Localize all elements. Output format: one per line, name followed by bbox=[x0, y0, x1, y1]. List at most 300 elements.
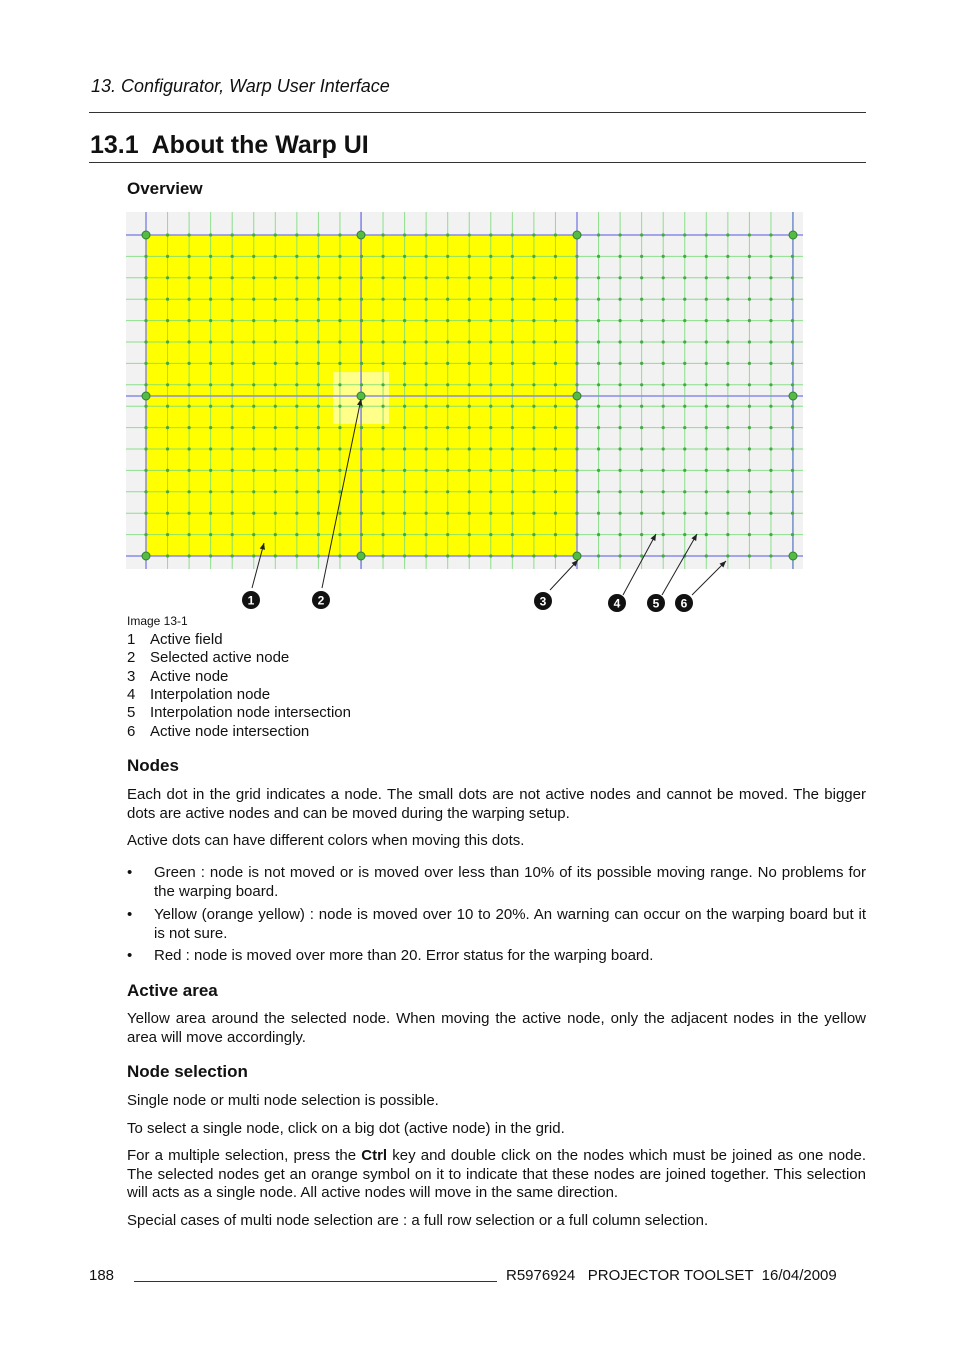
interpolation-node bbox=[360, 533, 363, 536]
interpolation-node bbox=[532, 426, 535, 429]
interpolation-node bbox=[791, 276, 794, 279]
interpolation-node bbox=[446, 276, 449, 279]
interpolation-node bbox=[640, 426, 643, 429]
interpolation-node bbox=[425, 469, 428, 472]
interpolation-node bbox=[295, 276, 298, 279]
interpolation-node bbox=[468, 426, 471, 429]
interpolation-node bbox=[295, 512, 298, 515]
interpolation-node bbox=[489, 447, 492, 450]
interpolation-node bbox=[381, 469, 384, 472]
interpolation-node bbox=[554, 554, 557, 557]
interpolation-node bbox=[381, 298, 384, 301]
interpolation-node bbox=[532, 255, 535, 258]
interpolation-node bbox=[726, 276, 729, 279]
legend-number: 3 bbox=[127, 668, 136, 685]
interpolation-node bbox=[446, 298, 449, 301]
active-area-heading: Active area bbox=[127, 981, 218, 1000]
interpolation-node bbox=[252, 447, 255, 450]
interpolation-node bbox=[381, 490, 384, 493]
interpolation-node bbox=[726, 533, 729, 536]
interpolation-node bbox=[274, 340, 277, 343]
interpolation-node bbox=[317, 405, 320, 408]
interpolation-node bbox=[209, 512, 212, 515]
interpolation-node bbox=[209, 340, 212, 343]
interpolation-node bbox=[188, 554, 191, 557]
interpolation-node bbox=[511, 383, 514, 386]
interpolation-node bbox=[554, 447, 557, 450]
interpolation-node bbox=[769, 383, 772, 386]
interpolation-node bbox=[597, 298, 600, 301]
interpolation-node bbox=[144, 426, 147, 429]
interpolation-node bbox=[317, 447, 320, 450]
interpolation-node bbox=[769, 255, 772, 258]
interpolation-node bbox=[489, 554, 492, 557]
interpolation-node bbox=[166, 383, 169, 386]
interpolation-node bbox=[662, 255, 665, 258]
nodes-paragraph: Each dot in the grid indicates a node. The small dots are not active nodes and cannot be moved. The bigger dots are active nodes and can be moved during the warping setup. bbox=[127, 786, 866, 822]
legend-label: Interpolation node intersection bbox=[150, 704, 351, 721]
interpolation-node bbox=[748, 405, 751, 408]
interpolation-node bbox=[619, 426, 622, 429]
interpolation-node bbox=[597, 405, 600, 408]
interpolation-node bbox=[295, 490, 298, 493]
interpolation-node bbox=[554, 276, 557, 279]
interpolation-node bbox=[554, 533, 557, 536]
interpolation-node bbox=[575, 255, 578, 258]
interpolation-node bbox=[554, 383, 557, 386]
interpolation-node bbox=[705, 276, 708, 279]
interpolation-node bbox=[252, 319, 255, 322]
interpolation-node bbox=[231, 319, 234, 322]
interpolation-node bbox=[748, 426, 751, 429]
interpolation-node bbox=[231, 490, 234, 493]
interpolation-node bbox=[274, 554, 277, 557]
interpolation-node bbox=[338, 298, 341, 301]
interpolation-node bbox=[511, 233, 514, 236]
interpolation-node bbox=[554, 512, 557, 515]
interpolation-node bbox=[252, 276, 255, 279]
interpolation-node bbox=[403, 533, 406, 536]
interpolation-node bbox=[748, 319, 751, 322]
interpolation-node bbox=[295, 383, 298, 386]
interpolation-node bbox=[252, 383, 255, 386]
interpolation-node bbox=[683, 319, 686, 322]
interpolation-node bbox=[726, 554, 729, 557]
interpolation-node bbox=[403, 554, 406, 557]
interpolation-node bbox=[231, 405, 234, 408]
interpolation-node bbox=[791, 405, 794, 408]
interpolation-node bbox=[726, 340, 729, 343]
interpolation-node bbox=[705, 340, 708, 343]
footer-doc-info: R5976924 PROJECTOR TOOLSET 16/04/2009 bbox=[506, 1267, 837, 1284]
interpolation-node bbox=[640, 233, 643, 236]
interpolation-node bbox=[791, 426, 794, 429]
legend-item bbox=[127, 704, 351, 721]
interpolation-node bbox=[769, 469, 772, 472]
interpolation-node bbox=[403, 383, 406, 386]
interpolation-node bbox=[317, 319, 320, 322]
section-title: 13.1 About the Warp UI bbox=[90, 131, 369, 159]
interpolation-node bbox=[317, 340, 320, 343]
interpolation-node bbox=[769, 554, 772, 557]
interpolation-node bbox=[619, 276, 622, 279]
interpolation-node bbox=[252, 255, 255, 258]
interpolation-node bbox=[144, 340, 147, 343]
interpolation-node bbox=[554, 362, 557, 365]
interpolation-node bbox=[468, 298, 471, 301]
interpolation-node bbox=[597, 255, 600, 258]
interpolation-node bbox=[209, 362, 212, 365]
legend-label: Active node bbox=[150, 668, 229, 685]
interpolation-node bbox=[317, 426, 320, 429]
interpolation-node bbox=[425, 276, 428, 279]
interpolation-node bbox=[468, 255, 471, 258]
interpolation-node bbox=[209, 319, 212, 322]
interpolation-node bbox=[640, 447, 643, 450]
interpolation-node bbox=[662, 426, 665, 429]
interpolation-node bbox=[231, 362, 234, 365]
interpolation-node bbox=[317, 298, 320, 301]
interpolation-node bbox=[662, 469, 665, 472]
interpolation-node bbox=[274, 405, 277, 408]
interpolation-node bbox=[425, 554, 428, 557]
interpolation-node bbox=[338, 426, 341, 429]
interpolation-node bbox=[597, 362, 600, 365]
interpolation-node bbox=[662, 233, 665, 236]
interpolation-node bbox=[274, 276, 277, 279]
interpolation-node bbox=[511, 298, 514, 301]
interpolation-node bbox=[144, 383, 147, 386]
interpolation-node bbox=[188, 447, 191, 450]
interpolation-node bbox=[446, 362, 449, 365]
interpolation-node bbox=[619, 533, 622, 536]
interpolation-node bbox=[619, 469, 622, 472]
interpolation-node bbox=[188, 469, 191, 472]
interpolation-node bbox=[748, 276, 751, 279]
interpolation-node bbox=[274, 298, 277, 301]
interpolation-node bbox=[662, 405, 665, 408]
interpolation-node bbox=[403, 512, 406, 515]
interpolation-node bbox=[403, 469, 406, 472]
interpolation-node bbox=[166, 426, 169, 429]
interpolation-node bbox=[338, 512, 341, 515]
interpolation-node bbox=[619, 298, 622, 301]
bullet-text: Yellow (orange yellow) : node is moved over 10 to 20%. An warning can occur on the warping board but it is not sure. bbox=[154, 906, 866, 942]
interpolation-node bbox=[274, 533, 277, 536]
interpolation-node bbox=[532, 298, 535, 301]
interpolation-node bbox=[619, 554, 622, 557]
interpolation-node bbox=[166, 340, 169, 343]
interpolation-node bbox=[791, 362, 794, 365]
bullet-text: Red : node is moved over more than 20. Error status for the warping board. bbox=[154, 947, 654, 964]
interpolation-node bbox=[446, 319, 449, 322]
interpolation-node bbox=[425, 490, 428, 493]
interpolation-node bbox=[231, 255, 234, 258]
interpolation-node bbox=[575, 340, 578, 343]
interpolation-node bbox=[468, 340, 471, 343]
interpolation-node bbox=[360, 512, 363, 515]
active-node bbox=[357, 392, 365, 400]
interpolation-node bbox=[532, 405, 535, 408]
interpolation-node bbox=[683, 383, 686, 386]
interpolation-node bbox=[662, 490, 665, 493]
interpolation-node bbox=[575, 319, 578, 322]
interpolation-node bbox=[188, 340, 191, 343]
interpolation-node bbox=[597, 383, 600, 386]
interpolation-node bbox=[726, 447, 729, 450]
interpolation-node bbox=[748, 383, 751, 386]
active-node bbox=[573, 231, 581, 239]
callout-number: 1 bbox=[247, 593, 255, 608]
image-caption: Image 13-1 bbox=[127, 614, 188, 628]
interpolation-node bbox=[791, 512, 794, 515]
interpolation-node bbox=[662, 447, 665, 450]
page-number: 188 bbox=[89, 1267, 115, 1284]
interpolation-node bbox=[705, 255, 708, 258]
interpolation-node bbox=[511, 554, 514, 557]
interpolation-node bbox=[619, 447, 622, 450]
legend-label: Selected active node bbox=[150, 649, 290, 666]
interpolation-node bbox=[446, 490, 449, 493]
interpolation-node bbox=[252, 426, 255, 429]
active-area-paragraph: Yellow area around the selected node. When moving the active node, only the adjacent nodes in the yellow area will move accordingly. bbox=[127, 1010, 866, 1046]
interpolation-node bbox=[425, 512, 428, 515]
interpolation-node bbox=[532, 276, 535, 279]
interpolation-node bbox=[575, 533, 578, 536]
interpolation-node bbox=[295, 533, 298, 536]
interpolation-node bbox=[597, 276, 600, 279]
interpolation-node bbox=[468, 469, 471, 472]
interpolation-node bbox=[532, 319, 535, 322]
callout-number: 6 bbox=[680, 596, 688, 611]
chapter-header: 13. Configurator, Warp User Interface bbox=[91, 76, 390, 96]
interpolation-node bbox=[425, 383, 428, 386]
interpolation-node bbox=[791, 255, 794, 258]
interpolation-node bbox=[640, 298, 643, 301]
interpolation-node bbox=[166, 512, 169, 515]
interpolation-node bbox=[468, 447, 471, 450]
interpolation-node bbox=[532, 554, 535, 557]
interpolation-node bbox=[791, 340, 794, 343]
active-node bbox=[789, 392, 797, 400]
interpolation-node bbox=[231, 340, 234, 343]
interpolation-node bbox=[619, 512, 622, 515]
interpolation-node bbox=[360, 298, 363, 301]
interpolation-node bbox=[295, 426, 298, 429]
bullet-mark: • bbox=[127, 947, 133, 964]
interpolation-node bbox=[748, 255, 751, 258]
interpolation-node bbox=[295, 362, 298, 365]
interpolation-node bbox=[575, 276, 578, 279]
interpolation-node bbox=[619, 255, 622, 258]
interpolation-node bbox=[554, 319, 557, 322]
interpolation-node bbox=[403, 233, 406, 236]
interpolation-node bbox=[231, 469, 234, 472]
interpolation-node bbox=[274, 469, 277, 472]
interpolation-node bbox=[209, 490, 212, 493]
interpolation-node bbox=[726, 512, 729, 515]
interpolation-node bbox=[791, 490, 794, 493]
interpolation-node bbox=[640, 533, 643, 536]
interpolation-node bbox=[769, 362, 772, 365]
interpolation-node bbox=[791, 533, 794, 536]
interpolation-node bbox=[575, 469, 578, 472]
interpolation-node bbox=[209, 383, 212, 386]
interpolation-node bbox=[252, 490, 255, 493]
interpolation-node bbox=[166, 469, 169, 472]
warp-grid-figure bbox=[126, 212, 806, 617]
interpolation-node bbox=[425, 533, 428, 536]
interpolation-node bbox=[769, 447, 772, 450]
interpolation-node bbox=[705, 469, 708, 472]
interpolation-node bbox=[748, 298, 751, 301]
legend-label: Interpolation node bbox=[150, 686, 271, 703]
active-node bbox=[142, 392, 150, 400]
interpolation-node bbox=[554, 233, 557, 236]
active-node bbox=[357, 552, 365, 560]
interpolation-node bbox=[575, 426, 578, 429]
interpolation-node bbox=[446, 233, 449, 236]
interpolation-node bbox=[295, 319, 298, 322]
interpolation-node bbox=[381, 319, 384, 322]
section-rule bbox=[89, 162, 866, 163]
interpolation-node bbox=[791, 469, 794, 472]
interpolation-node bbox=[403, 255, 406, 258]
active-node bbox=[142, 552, 150, 560]
interpolation-node bbox=[575, 447, 578, 450]
interpolation-node bbox=[683, 447, 686, 450]
interpolation-node bbox=[338, 383, 341, 386]
interpolation-node bbox=[511, 533, 514, 536]
interpolation-node bbox=[726, 298, 729, 301]
interpolation-node bbox=[188, 512, 191, 515]
interpolation-node bbox=[511, 512, 514, 515]
interpolation-node bbox=[640, 405, 643, 408]
interpolation-node bbox=[231, 533, 234, 536]
interpolation-node bbox=[791, 319, 794, 322]
nodes-heading: Nodes bbox=[127, 756, 179, 775]
callout-number: 2 bbox=[317, 593, 325, 608]
interpolation-node bbox=[274, 383, 277, 386]
interpolation-node bbox=[188, 533, 191, 536]
interpolation-node bbox=[769, 298, 772, 301]
interpolation-node bbox=[425, 233, 428, 236]
interpolation-node bbox=[597, 512, 600, 515]
interpolation-node bbox=[425, 447, 428, 450]
interpolation-node bbox=[274, 490, 277, 493]
interpolation-node bbox=[381, 554, 384, 557]
interpolation-node bbox=[683, 362, 686, 365]
interpolation-node bbox=[425, 362, 428, 365]
interpolation-node bbox=[640, 383, 643, 386]
interpolation-node bbox=[683, 533, 686, 536]
interpolation-node bbox=[769, 490, 772, 493]
interpolation-node bbox=[769, 405, 772, 408]
interpolation-node bbox=[446, 405, 449, 408]
interpolation-node bbox=[511, 426, 514, 429]
interpolation-node bbox=[554, 469, 557, 472]
interpolation-node bbox=[166, 405, 169, 408]
interpolation-node bbox=[489, 276, 492, 279]
interpolation-node bbox=[252, 554, 255, 557]
interpolation-node bbox=[425, 319, 428, 322]
interpolation-node bbox=[662, 276, 665, 279]
interpolation-node bbox=[144, 298, 147, 301]
interpolation-node bbox=[317, 276, 320, 279]
interpolation-node bbox=[511, 319, 514, 322]
callout-number: 5 bbox=[652, 596, 660, 611]
interpolation-node bbox=[468, 533, 471, 536]
interpolation-node bbox=[532, 469, 535, 472]
interpolation-node bbox=[360, 383, 363, 386]
interpolation-node bbox=[748, 490, 751, 493]
interpolation-node bbox=[726, 233, 729, 236]
interpolation-node bbox=[640, 362, 643, 365]
interpolation-node bbox=[705, 298, 708, 301]
paragraph-text: key and double click on the nodes which must be joined as one node. The selected nodes get an orange symbol on it to indicate that these nodes are joined together. This selection will acts as a single node. All active nodes will move in the same direction. bbox=[127, 1147, 867, 1201]
interpolation-node bbox=[468, 554, 471, 557]
interpolation-node bbox=[597, 469, 600, 472]
interpolation-node bbox=[360, 340, 363, 343]
interpolation-node bbox=[209, 447, 212, 450]
interpolation-node bbox=[726, 362, 729, 365]
interpolation-node bbox=[166, 319, 169, 322]
ctrl-key-label: Ctrl bbox=[361, 1147, 388, 1164]
interpolation-node bbox=[209, 298, 212, 301]
legend-item bbox=[127, 649, 289, 666]
interpolation-node bbox=[446, 426, 449, 429]
interpolation-node bbox=[683, 469, 686, 472]
interpolation-node bbox=[144, 533, 147, 536]
interpolation-node bbox=[166, 533, 169, 536]
interpolation-node bbox=[489, 490, 492, 493]
interpolation-node bbox=[274, 233, 277, 236]
interpolation-node bbox=[683, 490, 686, 493]
active-node bbox=[789, 231, 797, 239]
interpolation-node bbox=[640, 255, 643, 258]
active-node bbox=[142, 231, 150, 239]
interpolation-node bbox=[231, 447, 234, 450]
interpolation-node bbox=[381, 362, 384, 365]
interpolation-node bbox=[662, 533, 665, 536]
interpolation-node bbox=[166, 447, 169, 450]
interpolation-node bbox=[511, 469, 514, 472]
interpolation-node bbox=[489, 362, 492, 365]
callout-number: 3 bbox=[539, 594, 547, 609]
interpolation-node bbox=[166, 298, 169, 301]
interpolation-node bbox=[188, 426, 191, 429]
interpolation-node bbox=[597, 554, 600, 557]
interpolation-node bbox=[489, 255, 492, 258]
interpolation-node bbox=[683, 426, 686, 429]
interpolation-node bbox=[683, 233, 686, 236]
interpolation-node bbox=[705, 319, 708, 322]
interpolation-node bbox=[425, 255, 428, 258]
interpolation-node bbox=[748, 340, 751, 343]
interpolation-node bbox=[662, 554, 665, 557]
interpolation-node bbox=[769, 512, 772, 515]
interpolation-node bbox=[468, 362, 471, 365]
interpolation-node bbox=[338, 447, 341, 450]
interpolation-node bbox=[468, 319, 471, 322]
interpolation-node bbox=[209, 554, 212, 557]
interpolation-node bbox=[748, 533, 751, 536]
node-selection-paragraph-1: Single node or multi node selection is possible. bbox=[127, 1092, 439, 1109]
interpolation-node bbox=[511, 255, 514, 258]
interpolation-node bbox=[575, 490, 578, 493]
interpolation-node bbox=[446, 447, 449, 450]
interpolation-node bbox=[188, 490, 191, 493]
